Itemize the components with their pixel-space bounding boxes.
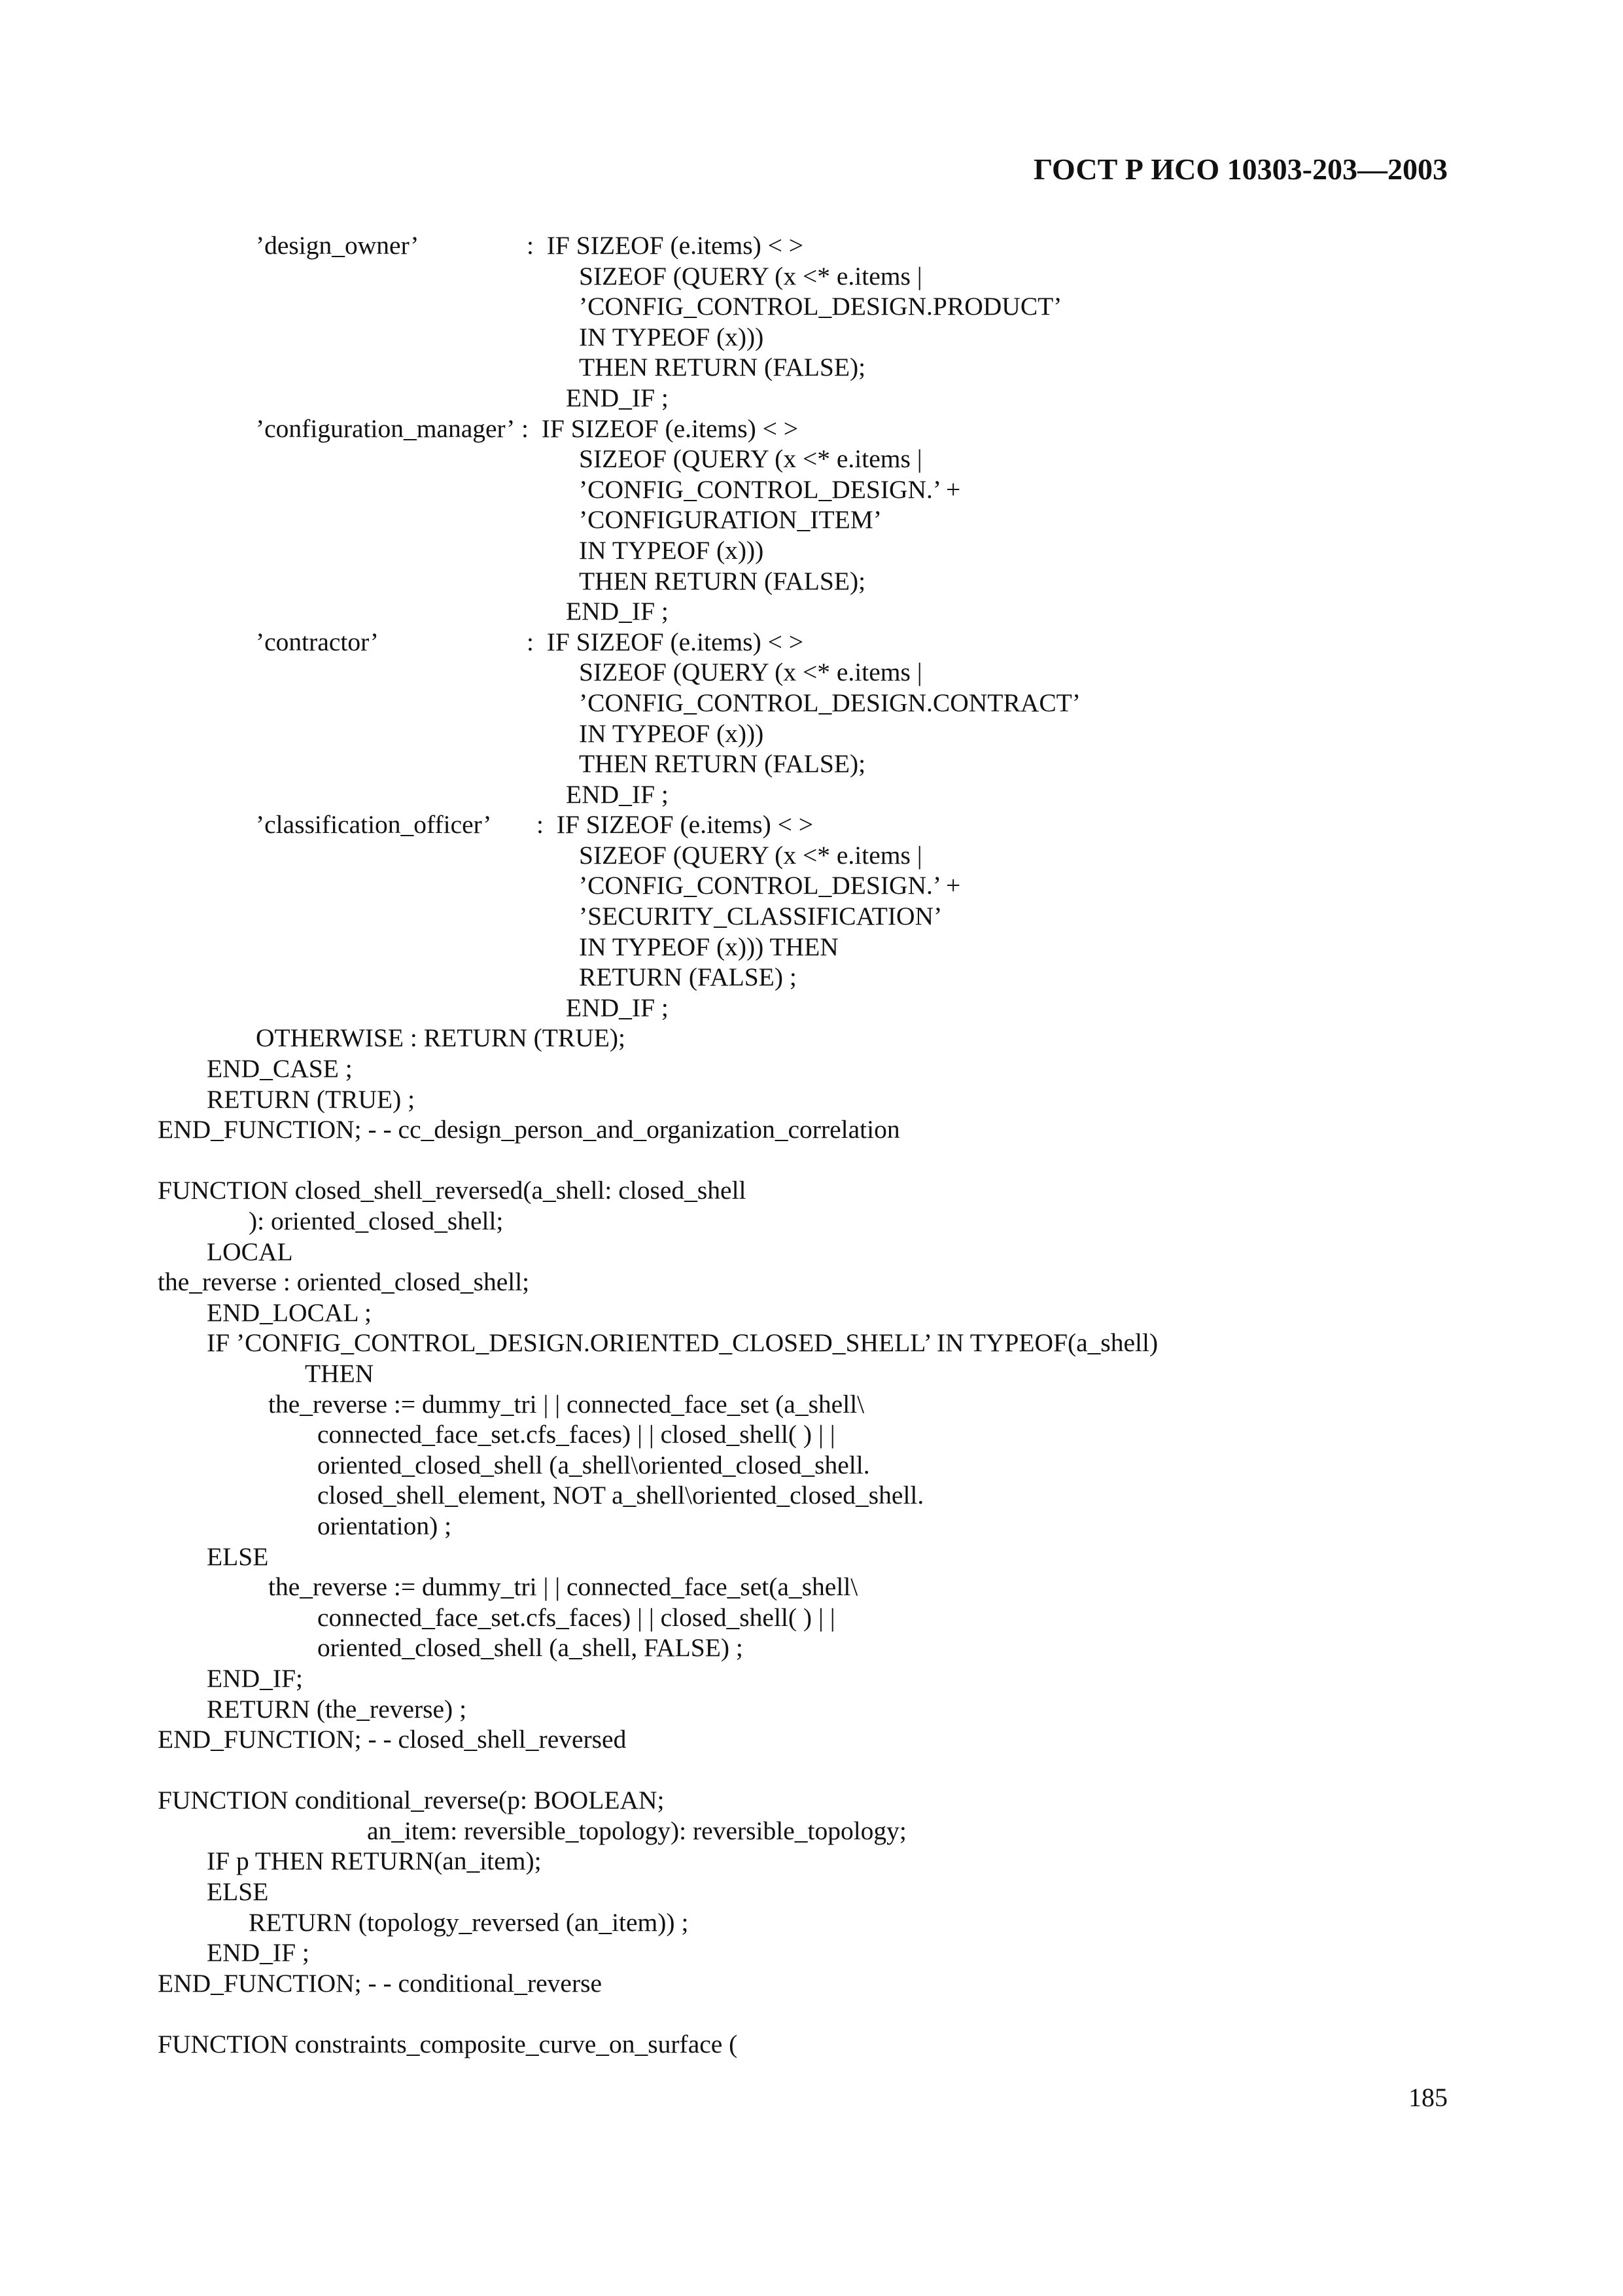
code-text: END_FUNCTION; - - conditional_reverse xyxy=(158,1968,602,1998)
code-line xyxy=(0,1084,1623,1115)
code-text: ELSE xyxy=(207,1877,269,1907)
code-text: the_reverse : oriented_closed_shell; xyxy=(158,1267,530,1297)
code-line xyxy=(0,1389,1623,1420)
code-line xyxy=(0,1053,1623,1084)
code-text: ’design_owner’ xyxy=(256,231,419,260)
code-line xyxy=(0,322,1623,353)
code-line xyxy=(0,1877,1623,1907)
code-text: RETURN (the_reverse) ; xyxy=(207,1694,467,1723)
code-text: ELSE xyxy=(207,1542,269,1571)
code-line xyxy=(0,1480,1623,1511)
code-text: ’SECURITY_CLASSIFICATION’ xyxy=(579,902,943,931)
code-text: END_FUNCTION; - - cc_design_person_and_organization_correlation xyxy=(158,1115,900,1144)
code-text: : IF SIZEOF (e.items) < > xyxy=(527,231,804,260)
code-line xyxy=(0,1298,1623,1328)
code-text: ): oriented_closed_shell; xyxy=(249,1207,504,1235)
code-text: FUNCTION closed_shell_reversed(a_shell: closed_shell xyxy=(158,1176,746,1205)
code-text: IF p THEN RETURN(an_item); xyxy=(207,1846,542,1876)
code-text: SIZEOF (QUERY (x <* e.items | xyxy=(579,261,922,291)
code-line xyxy=(0,1572,1623,1602)
code-line xyxy=(0,444,1623,474)
code-line xyxy=(0,535,1623,566)
standard-header: ГОСТ Р ИСО 10303-203—2003 xyxy=(1033,152,1448,186)
code-text: : IF SIZEOF (e.items) < > xyxy=(527,627,804,656)
code-text: SIZEOF (QUERY (x <* e.items | xyxy=(579,444,922,474)
code-line xyxy=(0,1663,1623,1694)
code-line xyxy=(0,1937,1623,1968)
code-text: oriented_closed_shell (a_shell\oriented_closed_shell. xyxy=(317,1450,870,1479)
code-text: END_IF ; xyxy=(566,383,669,412)
code-text: ’classification_officer’ xyxy=(256,810,492,839)
code-line xyxy=(0,1237,1623,1267)
code-text: ’CONFIG_CONTROL_DESIGN.CONTRACT’ xyxy=(579,688,1081,717)
code-text: ’CONFIG_CONTROL_DESIGN.’ + xyxy=(579,474,961,504)
code-line xyxy=(0,1785,1623,1816)
code-line xyxy=(0,1419,1623,1450)
code-line xyxy=(0,1998,1623,2029)
code-line xyxy=(0,596,1623,627)
code-text: IN TYPEOF (x))) xyxy=(579,718,764,748)
code-text: closed_shell_element, NOT a_shell\oriented_closed_shell. xyxy=(317,1481,924,1510)
code-text: THEN RETURN (FALSE); xyxy=(579,353,866,382)
code-line xyxy=(0,840,1623,871)
code-text: END_IF; xyxy=(207,1663,304,1693)
code-line xyxy=(0,474,1623,505)
code-line xyxy=(0,627,1623,658)
code-text: the_reverse := dummy_tri | | connected_face_set (a_shell\ xyxy=(268,1389,865,1419)
code-text: IF ’CONFIG_CONTROL_DESIGN.ORIENTED_CLOSED_SHELL’ IN TYPEOF(a_shell) xyxy=(207,1328,1159,1358)
code-line xyxy=(0,962,1623,993)
code-line xyxy=(0,383,1623,414)
code-text: END_IF ; xyxy=(207,1938,309,1968)
code-text: END_IF ; xyxy=(566,597,669,626)
code-line xyxy=(0,1968,1623,1999)
code-text: THEN RETURN (FALSE); xyxy=(579,749,866,779)
code-line xyxy=(0,1328,1623,1358)
code-line xyxy=(0,1511,1623,1542)
code-line xyxy=(0,1114,1623,1145)
page-number: 185 xyxy=(1408,2083,1448,2112)
code-line xyxy=(0,932,1623,963)
code-line xyxy=(0,230,1623,261)
code-line xyxy=(0,1755,1623,1786)
code-line xyxy=(0,1450,1623,1481)
code-line xyxy=(0,2029,1623,2060)
code-line xyxy=(0,901,1623,932)
code-text: IN TYPEOF (x))) xyxy=(579,322,764,351)
code-line xyxy=(0,1907,1623,1938)
code-line xyxy=(0,870,1623,901)
code-text: an_item: reversible_topology): reversible_topology; xyxy=(367,1816,907,1845)
code-text: oriented_closed_shell (a_shell, FALSE) ; xyxy=(317,1633,743,1663)
code-text: FUNCTION constraints_composite_curve_on_surface ( xyxy=(158,2030,738,2059)
code-text: END_CASE ; xyxy=(207,1054,353,1084)
code-text: END_IF ; xyxy=(566,993,669,1022)
code-line xyxy=(0,993,1623,1023)
code-line xyxy=(0,1542,1623,1572)
code-text: SIZEOF (QUERY (x <* e.items | xyxy=(579,658,922,687)
code-line xyxy=(0,1358,1623,1389)
code-text: connected_face_set.cfs_faces) | | closed_shell( ) | | xyxy=(317,1602,835,1632)
code-text: THEN xyxy=(305,1358,374,1388)
code-text: IN TYPEOF (x))) THEN xyxy=(579,932,839,961)
code-line xyxy=(0,1846,1623,1877)
code-text: END_FUNCTION; - - closed_shell_reversed xyxy=(158,1725,627,1754)
code-line xyxy=(0,1206,1623,1237)
code-text: LOCAL xyxy=(207,1237,293,1266)
code-line xyxy=(0,1175,1623,1206)
code-line xyxy=(0,1023,1623,1053)
code-text: ’CONFIG_CONTROL_DESIGN.’ + xyxy=(579,871,961,900)
code-text: OTHERWISE : RETURN (TRUE); xyxy=(256,1023,626,1053)
code-text: IN TYPEOF (x))) xyxy=(579,535,764,565)
code-text: RETURN (FALSE) ; xyxy=(579,963,797,992)
code-text: ’CONFIG_CONTROL_DESIGN.PRODUCT’ xyxy=(579,292,1062,321)
code-line xyxy=(0,809,1623,840)
code-text: ’contractor’ xyxy=(256,627,379,656)
code-text: : IF SIZEOF (e.items) < > xyxy=(536,810,814,839)
code-text: RETURN (topology_reversed (an_item)) ; xyxy=(249,1907,689,1937)
code-text: END_IF ; xyxy=(566,779,669,809)
code-text: FUNCTION conditional_reverse(p: BOOLEAN; xyxy=(158,1786,665,1815)
code-line xyxy=(0,261,1623,292)
code-line xyxy=(0,1724,1623,1755)
code-text: THEN RETURN (FALSE); xyxy=(579,566,866,595)
code-listing xyxy=(0,230,1623,2060)
code-text: the_reverse := dummy_tri | | connected_face_set(a_shell\ xyxy=(268,1572,858,1602)
code-text: connected_face_set.cfs_faces) | | closed_shell( ) | | xyxy=(317,1420,835,1449)
code-line xyxy=(0,749,1623,779)
code-line xyxy=(0,1602,1623,1633)
code-text: : IF SIZEOF (e.items) < > xyxy=(521,414,799,443)
code-line xyxy=(0,1694,1623,1725)
code-line xyxy=(0,504,1623,535)
code-text: END_LOCAL ; xyxy=(207,1298,372,1327)
code-line xyxy=(0,1145,1623,1176)
code-text: orientation) ; xyxy=(317,1511,452,1540)
code-line xyxy=(0,688,1623,718)
code-text: ’configuration_manager’ xyxy=(256,414,515,443)
code-line xyxy=(0,718,1623,749)
code-line xyxy=(0,291,1623,322)
code-line xyxy=(0,566,1623,597)
code-line xyxy=(0,779,1623,810)
code-line xyxy=(0,1816,1623,1846)
code-text: RETURN (TRUE) ; xyxy=(207,1084,415,1114)
code-line xyxy=(0,1633,1623,1663)
code-line xyxy=(0,1267,1623,1298)
code-line xyxy=(0,414,1623,444)
code-text: SIZEOF (QUERY (x <* e.items | xyxy=(579,840,922,870)
code-text: ’CONFIGURATION_ITEM’ xyxy=(579,505,882,535)
code-line xyxy=(0,657,1623,688)
code-line xyxy=(0,352,1623,383)
